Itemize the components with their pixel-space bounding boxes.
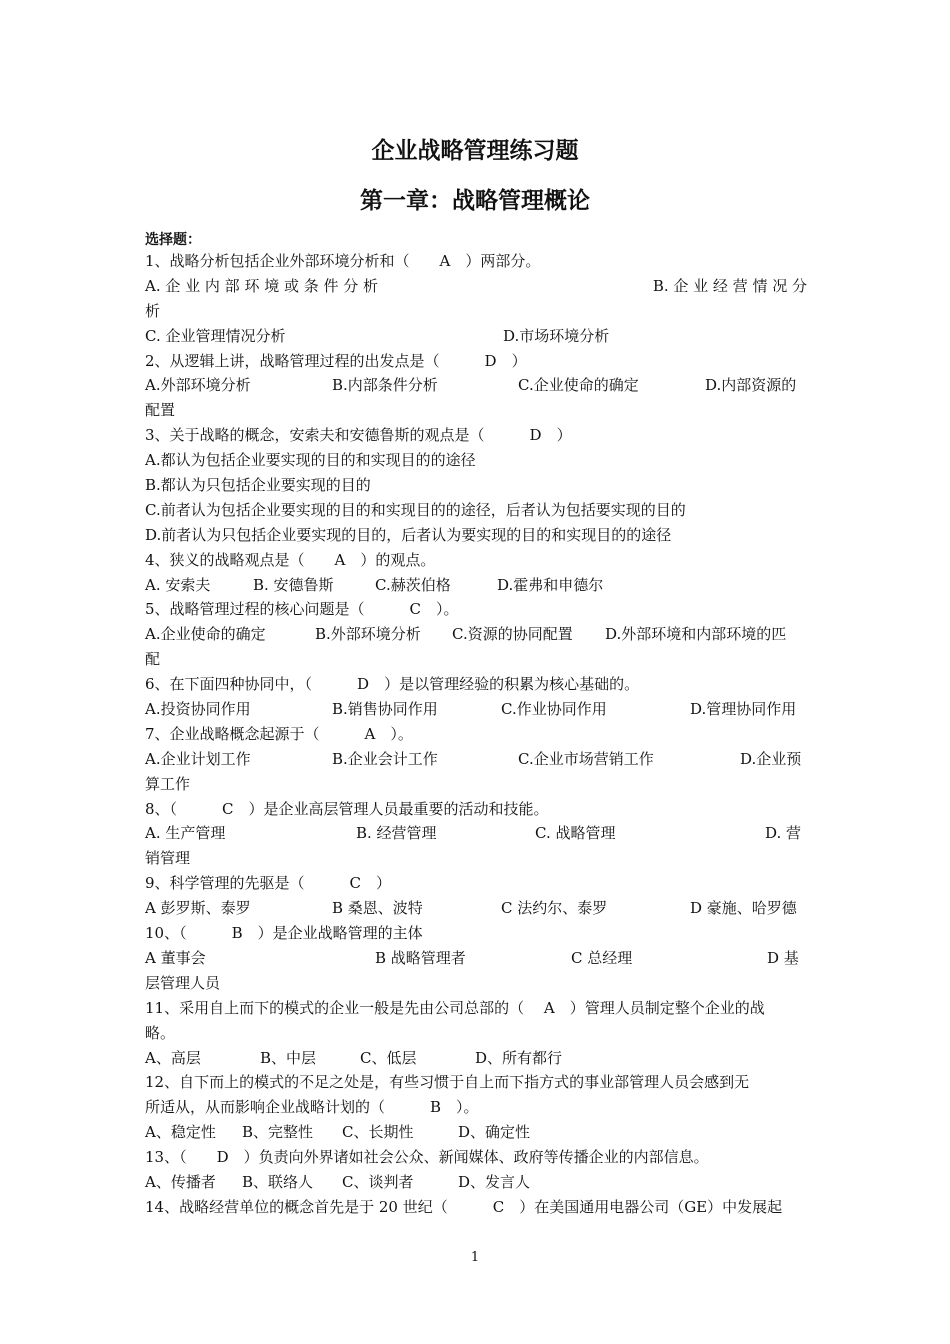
question-line: 12、自下而上的模式的不足之处是，有些习惯于自上而下指方式的事业部管理人员会感到无 — [145, 1073, 750, 1092]
wrapped-text: 略。 — [145, 1023, 176, 1042]
chapter-heading: 第一章：战略管理概论 — [360, 188, 590, 214]
question-line: 3、关于战略的概念，安索夫和安德鲁斯的观点是（ D ） — [145, 426, 572, 445]
option: B. 经营管理 — [356, 824, 437, 843]
option: D.霍弗和申德尔 — [497, 575, 604, 594]
option-row — [145, 821, 807, 846]
option: C.资源的协同配置 — [452, 625, 573, 644]
option: B、中层 — [260, 1048, 317, 1067]
option: D 基 — [767, 948, 799, 967]
option: A 彭罗斯、泰罗 — [145, 899, 251, 918]
option: A.企业使命的确定 — [145, 625, 266, 644]
option-row — [145, 1170, 807, 1195]
option: C.作业协同作用 — [501, 700, 607, 719]
question-line: 11、采用自上而下的模式的企业一般是先由公司总部的（ A ）管理人员制定整个企业的战 — [145, 998, 765, 1017]
option: A 董事会 — [145, 948, 206, 967]
option-row — [145, 1120, 807, 1145]
option-row — [145, 697, 807, 722]
option: D.内部资源的 — [705, 376, 797, 395]
question-line: 1、战略分析包括企业外部环境分析和（ A ）两部分。 — [145, 252, 541, 270]
question-line: 14、战略经营单位的概念首先是于 20 世纪（ C ）在美国通用电器公司（GE）中发展起 — [145, 1197, 783, 1216]
question-line: 5、战略管理过程的核心问题是（ C ）。 — [145, 600, 459, 619]
option: D.外部环境和内部环境的匹 — [605, 625, 787, 644]
option: D. 营 — [765, 824, 802, 843]
option: B、联络人 — [242, 1172, 314, 1191]
option: D.前者认为只包括企业要实现的目的，后者认为要实现的目的和实现目的的途径 — [145, 525, 672, 544]
wrapped-text: 层管理人员 — [145, 973, 221, 992]
option-row — [145, 1046, 807, 1071]
option-row — [145, 274, 807, 299]
option-row — [145, 573, 807, 598]
option: C、低层 — [360, 1048, 417, 1067]
option: A.都认为包括企业要实现的目的和实现目的的途径 — [145, 451, 476, 470]
option: D.市场环境分析 — [503, 326, 610, 345]
option-row — [145, 373, 807, 398]
question-line: 7、企业战略概念起源于（ A ）。 — [145, 724, 413, 743]
option: A、传播者 — [145, 1172, 216, 1191]
option: A、高层 — [145, 1048, 201, 1067]
document-body — [145, 249, 807, 1220]
wrapped-text: 配 — [145, 650, 161, 669]
option: D.企业预 — [740, 749, 802, 768]
option: B.销售协同作用 — [332, 700, 438, 719]
option: C、谈判者 — [342, 1172, 414, 1191]
option: C 总经理 — [571, 948, 633, 967]
wrapped-text: 算工作 — [145, 774, 191, 793]
question-line: 9、科学管理的先驱是（ C ） — [145, 874, 392, 893]
option: C 法约尔、泰罗 — [501, 899, 608, 918]
option: D、所有都行 — [475, 1048, 563, 1067]
wrapped-text: 配置 — [145, 401, 176, 420]
section-heading: 选择题： — [145, 232, 201, 248]
option: B 战略管理者 — [375, 948, 466, 967]
option: C.企业使命的确定 — [518, 376, 639, 395]
option: A.外部环境分析 — [145, 376, 251, 395]
option: B.外部环境分析 — [315, 625, 421, 644]
option: A. 企 业 内 部 环 境 或 条 件 分 析 — [145, 276, 379, 295]
question-line: 4、狭义的战略观点是（ A ）的观点。 — [145, 550, 436, 569]
wrapped-text: 销管理 — [145, 849, 191, 868]
option: B、完整性 — [242, 1123, 314, 1142]
option: B.都认为只包括企业要实现的目的 — [145, 476, 371, 495]
option: A. 安索夫 — [145, 575, 211, 594]
question-line: 6、在下面四种协同中，（ D ）是以管理经验的积累为核心基础的。 — [145, 675, 640, 694]
option: B. 安德鲁斯 — [253, 575, 334, 594]
document-title: 企业战略管理练习题 — [371, 138, 579, 164]
wrapped-text: 所适从，从而影响企业战略计划的（ B ）。 — [145, 1098, 479, 1117]
question-line: 13、（ D ）负责向外界诸如社会公众、新闻媒体、政府等传播企业的内部信息。 — [145, 1148, 709, 1167]
option: D.管理协同作用 — [690, 700, 797, 719]
page-number: 1 — [470, 1250, 480, 1265]
option: B.企业会计工作 — [332, 749, 438, 768]
option-row — [145, 946, 807, 971]
question-line: 2、从逻辑上讲，战略管理过程的出发点是（ D ） — [145, 351, 527, 370]
option-row — [145, 622, 807, 647]
question-line: 8、（ C ）是企业高层管理人员最重要的活动和技能。 — [145, 799, 549, 818]
wrapped-text: 析 — [145, 301, 161, 320]
option: C.赫茨伯格 — [375, 575, 451, 594]
option-row — [145, 324, 807, 349]
option: C、长期性 — [342, 1123, 414, 1142]
option: C. 企业管理情况分析 — [145, 326, 286, 345]
option: A.企业计划工作 — [145, 749, 251, 768]
option: B 桑恩、波特 — [332, 899, 423, 918]
option: D 豪施、哈罗德 — [690, 899, 797, 918]
option: B. 企 业 经 营 情 况 分 — [652, 276, 807, 295]
option-row — [145, 747, 807, 772]
option: A.投资协同作用 — [145, 700, 251, 719]
option: A、稳定性 — [145, 1123, 216, 1142]
option: D、发言人 — [458, 1172, 531, 1191]
option: C.企业市场营销工作 — [518, 749, 654, 768]
option: C. 战略管理 — [535, 824, 616, 843]
option: A. 生产管理 — [145, 824, 226, 843]
option-row — [145, 896, 807, 921]
option: B.内部条件分析 — [332, 376, 438, 395]
option: C.前者认为包括企业要实现的目的和实现目的的途径，后者认为包括要实现的目的 — [145, 500, 686, 519]
option: D、确定性 — [458, 1123, 531, 1142]
question-line: 10、（ B ）是企业战略管理的主体 — [145, 924, 423, 943]
